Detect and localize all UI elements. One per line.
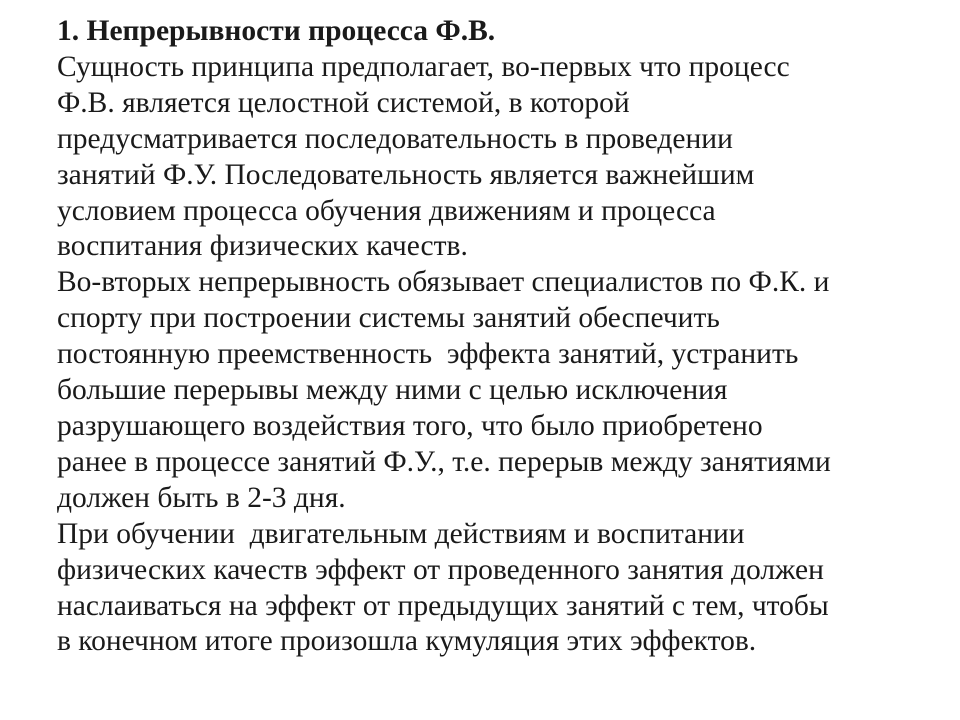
paragraph-secondly bbox=[57, 265, 937, 516]
text-line: физических качеств эффект от проведенного занятия должен bbox=[57, 553, 824, 586]
text-line: наслаиваться на эффект от предыдущих занятий с тем, чтобы bbox=[57, 589, 829, 622]
text-line: При обучении двигательным действиям и воспитании bbox=[57, 517, 745, 550]
text-line: спорту при построении системы занятий обеспечить bbox=[57, 302, 720, 335]
text-line: воспитания физических качеств. bbox=[57, 230, 468, 263]
text-line: Во-вторых непрерывность обязывает специалистов по Ф.К. и bbox=[57, 266, 830, 299]
paragraph-essence bbox=[57, 50, 937, 265]
text-line: условием процесса обучения движениям и процесса bbox=[57, 194, 716, 227]
text-line: постоянную преемственность эффекта занятий, устранить bbox=[57, 338, 799, 371]
slide-content bbox=[57, 14, 937, 660]
text-line: должен быть в 2-3 дня. bbox=[57, 481, 346, 514]
paragraph-cumulation bbox=[57, 517, 937, 661]
slide-title: 1. Непрерывности процесса Ф.В. bbox=[57, 15, 496, 47]
text-line: Ф.В. является целостной системой, в которой bbox=[57, 86, 630, 119]
text-line: занятий Ф.У. Последовательность является важнейшим bbox=[57, 158, 755, 191]
text-line: большие перерывы между ними с целью исключения bbox=[57, 374, 728, 407]
text-line: предусматривается последовательность в проведении bbox=[57, 122, 733, 155]
text-line: Сущность принципа предполагает, во-первых что процесс bbox=[57, 50, 790, 83]
text-line: ранее в процессе занятий Ф.У., т.е. перерыв между занятиями bbox=[57, 445, 831, 478]
text-line: в конечном итоге произошла кумуляция этих эффектов. bbox=[57, 625, 757, 658]
text-line: разрушающего воздействия того, что было приобретено bbox=[57, 409, 763, 442]
